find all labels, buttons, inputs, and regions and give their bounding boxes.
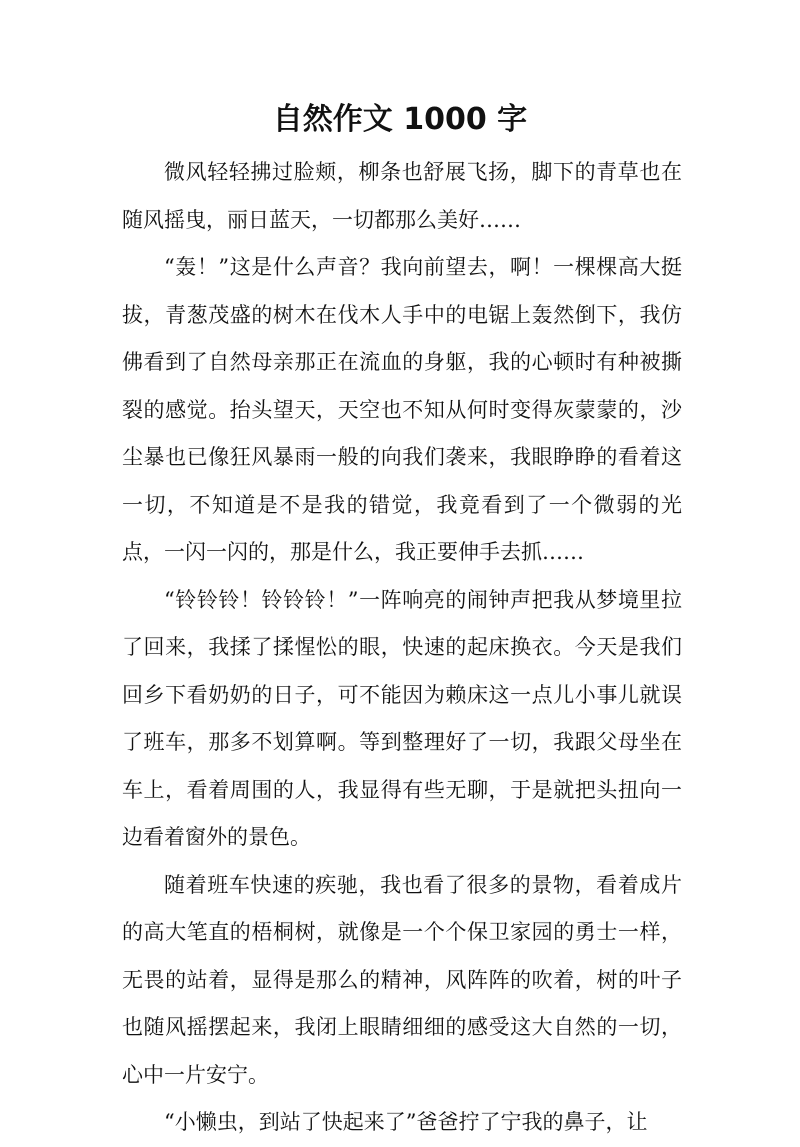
paragraph-2: “轰！”这是什么声音？我向前望去，啊！一棵棵高大挺拔，青葱茂盛的树木在伐木人手中的电锯上轰然倒下，我仿佛看到了自然母亲那正在流血的身躯，我的心顿时有种被撕裂的感觉。抬头望天，天空也不知从何时变得灰蒙蒙的，沙尘暴也已像狂风暴雨一般的向我们袭来，我眼睁睁的看着这一切，不知道是不是我的错觉，我竟看到了一个微弱的光点，一闪一闪的，那是什么，我正要伸手去抓…… xyxy=(122,255,682,564)
article-body xyxy=(122,149,682,1147)
paragraph-4: 随着班车快速的疾驰，我也看了很多的景物，看着成片的高大笔直的梧桐树，就像是一个个保卫家园的勇士一样，无畏的站着，显得是那么的精神，风阵阵的吹着，树的叶子也随风摇摆起来，我闭上眼睛细细的感受这大自然的一切，心中一片安宁。 xyxy=(122,872,682,1087)
paragraph-5: “小懒虫，到站了快起来了”爸爸拧了宁我的鼻子，让 xyxy=(164,1110,648,1134)
page-title: 自然作文 1000 字 xyxy=(272,102,528,137)
paragraph-3: “铃铃铃！铃铃铃！”一阵响亮的闹钟声把我从梦境里拉了回来，我揉了揉惺忪的眼，快速的起床换衣。今天是我们回乡下看奶奶的日子，可不能因为赖床这一点儿小事儿就误了班车，那多不划算啊。等到整理好了一切，我跟父母坐在车上，看着周围的人，我显得有些无聊，于是就把头扭向一边看着窗外的景色。 xyxy=(122,587,682,849)
paragraph-1: 微风轻轻拂过脸颊，柳条也舒展飞扬，脚下的青草也在随风摇曳，丽日蓝天，一切都那么美好…… xyxy=(122,160,682,232)
